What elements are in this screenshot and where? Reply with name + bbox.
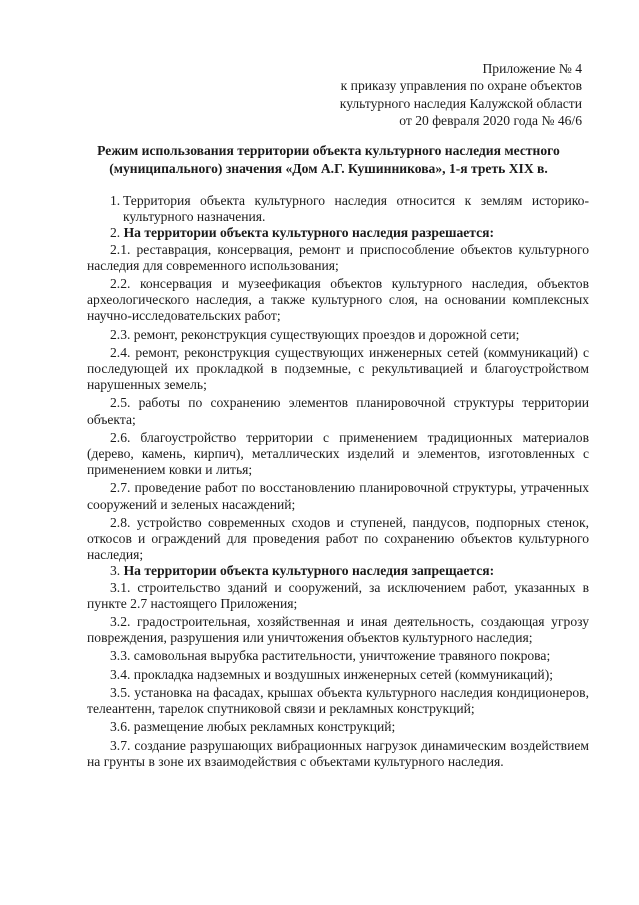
section-1-text: Территория объекта культурного наследия относится к землям историко-культурного назначения.: [123, 193, 589, 225]
title-line-1: Режим использования территории объекта культурного наследия местного: [97, 143, 560, 158]
clause-3-1: 3.1. строительство зданий и сооружений, за исключением работ, указанных в пункте 2.7 настоящего Приложения;: [87, 579, 589, 611]
clause-2-8: 2.8. устройство современных сходов и ступеней, пандусов, подпорных стенок, откосов и ограждений для проведения работ по сохранению объектов культурного наследия;: [87, 514, 589, 563]
section-1-number: 1.: [110, 193, 121, 208]
section-3-heading: [87, 563, 589, 579]
clause-2-7: 2.7. проведение работ по восстановлению планировочной структуры, утраченных сооружений и зеленых насаждений;: [87, 480, 589, 512]
clause-2-4: 2.4. ремонт, реконструкция существующих инженерных сетей (коммуникаций) с последующей их прокладкой в подземные, с рекультивацией и благоустройством нарушенных земель;: [87, 344, 589, 393]
document-title: [70, 142, 587, 177]
section-2-title: На территории объекта культурного наследия разрешается:: [123, 225, 495, 241]
clause-2-3: 2.3. ремонт, реконструкция существующих проездов и дорожной сети;: [110, 326, 520, 342]
clause-3-3: 3.3. самовольная вырубка растительности, уничтожение травяного покрова;: [110, 648, 551, 664]
section-3-title: На территории объекта культурного наследия запрещается:: [123, 563, 495, 579]
clause-3-5: 3.5. установка на фасадах, крышах объекта культурного наследия кондиционеров, телеантенн, тарелок спутниковой связи и рекламных конструкций;: [87, 684, 589, 717]
clause-3-7: 3.7. создание разрушающих вибрационных нагрузок динамическим воздействием на грунты в зоне их взаимодействия с объектами культурного наследия.: [87, 737, 589, 769]
document-body: [87, 193, 589, 770]
clause-3-6: 3.6. размещение любых рекламных конструкций;: [110, 719, 396, 735]
clause-3-4: 3.4. прокладка надземных и воздушных инженерных сетей (коммуникаций);: [110, 666, 554, 682]
clause-2-5: 2.5. работы по сохранению элементов планировочной структуры территории объекта;: [87, 395, 589, 427]
order-date-line: от 20 февраля 2020 года № 46/6: [399, 113, 582, 129]
clause-2-2: 2.2. консервация и музеефикация объектов культурного наследия, объектов археологического наследия, а также культурного слоя, на основании комплексных научно-исследовательских работ;: [87, 276, 589, 324]
clause-3-2: 3.2. градостроительная, хозяйственная и иная деятельность, создающая угрозу повреждения, разрушения или уничтожения объектов культурного наследия;: [87, 614, 589, 646]
clause-2-6: 2.6. благоустройство территории с применением традиционных материалов (дерево, камень, кирпич), металлических изделий и элементов, изготовленных с применением ковки и литья;: [87, 429, 589, 478]
section-1: [87, 193, 589, 225]
title-line-2: (муниципального) значения «Дом А.Г. Кушинникова», 1-я треть XIX в.: [109, 160, 548, 176]
clause-2-1: 2.1. реставрация, консервация, ремонт и приспособление объектов культурного наследия для современного использования;: [87, 241, 589, 273]
section-3-number: 3.: [110, 563, 121, 579]
section-2-number: 2.: [110, 225, 121, 241]
order-reference-line: к приказу управления по охране объектов: [340, 78, 582, 94]
authority-name-line: культурного наследия Калужской области: [339, 95, 582, 111]
appendix-header: [340, 60, 582, 130]
section-2-heading: [87, 225, 589, 241]
appendix-number: Приложение № 4: [482, 61, 582, 76]
